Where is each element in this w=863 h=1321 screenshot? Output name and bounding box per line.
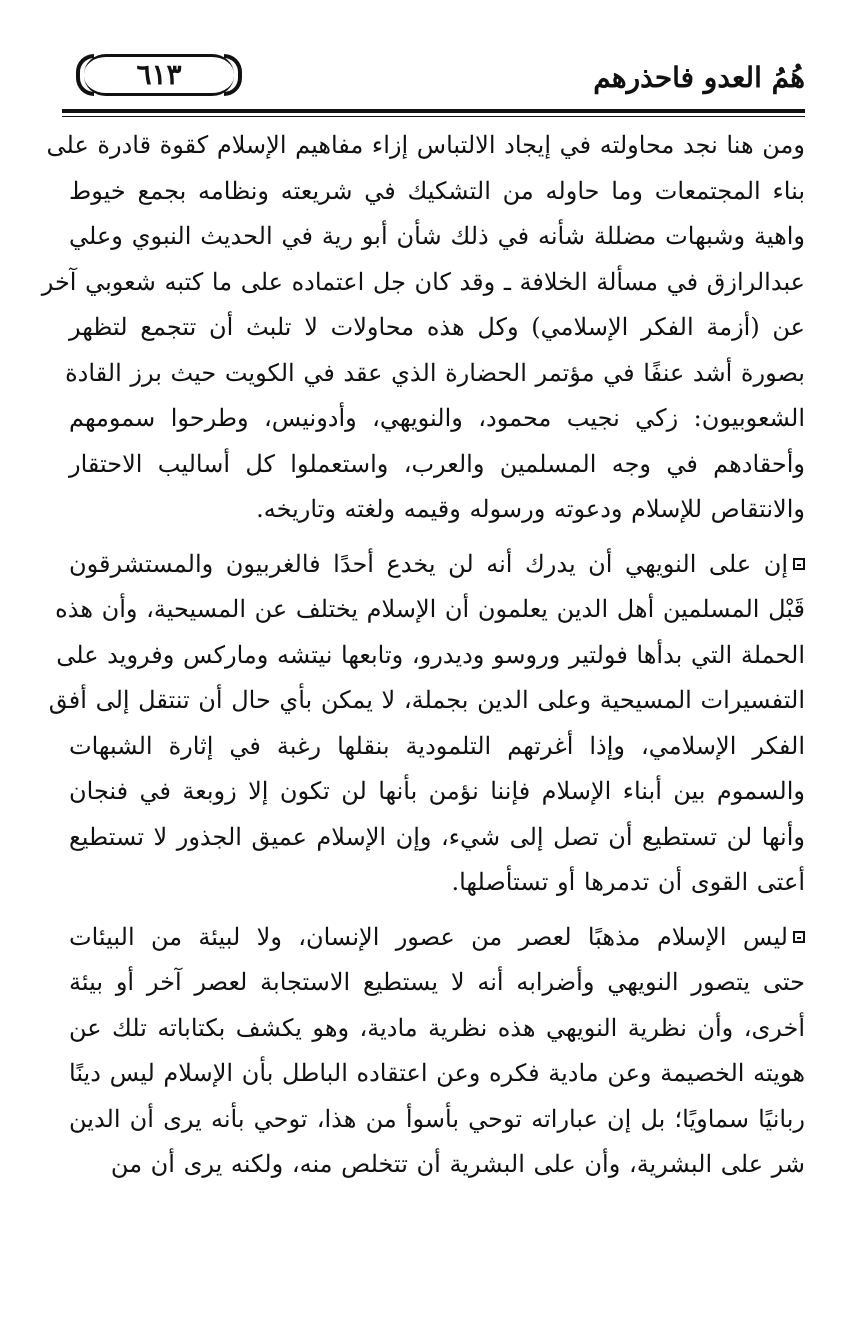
text-line-content: ليس الإسلام مذهبًا لعصر من عصور الإنسان، ولا لبيئة من البيئات [69,922,788,951]
paragraph-bullet-icon [793,931,805,943]
text-line [46,123,805,169]
text-line [69,724,805,770]
page-number-ornament [84,54,234,96]
text-line-content: قَبْل المسلمين أهل الدين يعلمون أن الإسلام يختلف عن المسيحية، وأن هذه [55,595,805,623]
page-number: ٦١٣ [136,58,182,91]
running-title: هُمُ العدو فاحذرهم [593,61,805,94]
text-line [69,769,805,815]
text-line [48,678,805,724]
text-line-content: ومن هنا نجد محاولته في إيجاد الالتباس إزاء مفاهيم الإسلام كقوة قادرة على [46,131,805,159]
text-line-content: الشعوبيون: زكي نجيب محمود، والنويهي، وأدونيس، وطرحوا سمومهم [69,404,805,432]
text-line-content: شر على البشرية، وأن على البشرية أن تتخلص منه، ولكنه يرى أن من [110,1150,805,1178]
text-line [41,260,805,306]
text-line [69,860,805,906]
text-line [69,396,805,442]
text-line-content: والسموم بين أبناء الإسلام فإننا نؤمن بأنها لن تكون إلا زوبعة في فنجان [69,777,805,805]
text-line [69,815,805,861]
body-text [41,123,805,1188]
text-line-content: وأنها لن تستطيع أن تصل إلى شيء، وإن الإسلام عميق الجذور لا تستطيع [69,822,805,851]
text-line [69,487,805,533]
text-line [69,1051,805,1097]
text-line-content: التفسيرات المسيحية وعلى الدين بجملة، لا يمكن بأي حال أن تنتقل إلى أفق [48,686,805,714]
text-line [69,169,805,215]
paragraph [48,542,805,906]
page-header [62,50,805,108]
text-line-content: أعتى القوى أن تدمرها أو تستأصلها. [451,868,805,896]
text-line [69,960,805,1006]
header-rule [62,109,805,113]
text-line-content: حتى يتصور النويهي وأضرابه أنه لا يستطيع الاستجابة لعصر آخر أو بيئة [69,968,805,996]
text-line-content: بناء المجتمعات وما حاوله من التشكيك في شريعته ونظامه بجمع خيوط [69,176,805,205]
text-line-content: ربانيًا سماويًا؛ بل إن عباراته توحي بأسوأ من هذا، توحي بأنه يرى أن الدين [69,1104,805,1133]
text-line [69,214,805,260]
text-line-content: عبدالرازق في مسألة الخلافة ـ وقد كان جل اعتماده على ما كتبه شعوبي آخر [41,267,805,296]
text-line [69,1142,805,1188]
paragraph [69,915,805,1188]
text-line [65,351,805,397]
text-line-content: عن (أزمة الفكر الإسلامي) وكل هذه محاولات لا تلبث أن تتجمع لتظهر [69,313,805,341]
text-line-content: والانتقاص للإسلام ودعوته ورسوله وقيمه ولغته وتاريخه. [256,495,805,523]
paragraph-bullet-icon [793,558,805,570]
text-line [69,542,805,588]
text-line [69,1097,805,1143]
text-line [69,442,805,488]
text-line-content: واهية وشبهات مضللة شأنه في ذلك شأن أبو رية في الحديث النبوي وعلي [69,222,805,250]
header-rule-thin [62,116,805,117]
text-line-content: إن على النويهي أن يدرك أنه لن يخدع أحدًا فالغربيون والمستشرقون [69,549,788,578]
paragraph [41,123,805,533]
text-line [69,305,805,351]
text-line-content: وأحقادهم في وجه المسلمين والعرب، واستعملوا كل أساليب الاحتقار [69,449,805,478]
text-line [55,587,805,633]
text-line [69,915,805,961]
text-line-content: هويته الخصيمة وعن مادية فكره وعن اعتقاده الباطل بأن الإسلام ليس دينًا [69,1059,805,1087]
text-line-content: أخرى، وأن نظرية النويهي هذه نظرية مادية، وهو يكشف بكتاباته تلك عن [69,1013,805,1042]
text-line-content: الفكر الإسلامي، وإذا أغرتهم التلمودية بنقلها رغبة في إثارة الشبهات [69,731,805,760]
text-line-content: بصورة أشد عنفًا في مؤتمر الحضارة الذي عقد في الكويت حيث برز القادة [65,358,805,387]
text-line-content: الحملة التي بدأها فولتير وروسو وديدرو، وتابعها نيتشه وماركس وفرويد على [56,640,805,669]
text-line [56,633,805,679]
text-line [69,1006,805,1052]
